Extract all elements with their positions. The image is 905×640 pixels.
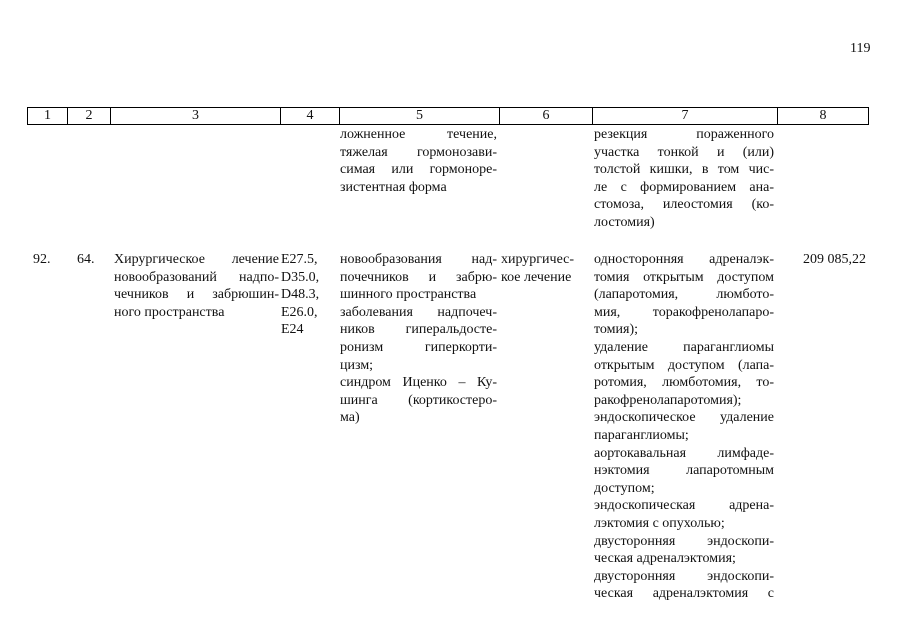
text-line: цизм; bbox=[340, 357, 374, 373]
text-line: E26.0, bbox=[281, 304, 318, 320]
treatment-methods bbox=[594, 251, 774, 603]
text-line: томия); bbox=[594, 322, 639, 338]
text-line: ческая адреналэктомия с bbox=[594, 586, 774, 602]
text-line: односторонняя адреналэк- bbox=[594, 252, 774, 267]
text-line: ников гиперальдосте- bbox=[340, 322, 497, 338]
text-line: стомоза, илеостомия (ко- bbox=[594, 197, 774, 213]
text-line: резекция пораженного bbox=[594, 127, 774, 142]
text-line: тяжелая гормонозави- bbox=[340, 144, 497, 160]
header-col-6: 6 bbox=[500, 108, 593, 125]
row-number: 92. bbox=[33, 252, 51, 267]
row-subnumber: 64. bbox=[77, 252, 95, 267]
text-line: D48.3, bbox=[281, 287, 320, 303]
header-col-1: 1 bbox=[28, 108, 68, 125]
text-line: ма) bbox=[340, 410, 360, 426]
text-line: двусторонняя эндоскопи- bbox=[594, 568, 774, 584]
header-col-8: 8 bbox=[778, 108, 869, 125]
header-col-4: 4 bbox=[281, 108, 340, 125]
treatment-name bbox=[114, 251, 279, 321]
text-line: D35.0, bbox=[281, 269, 320, 285]
text-line: участка тонкой и (или) bbox=[594, 144, 774, 160]
column-number-header bbox=[27, 107, 869, 125]
text-line: лостомия) bbox=[594, 214, 655, 230]
text-line: синдром Иценко – Ку- bbox=[340, 375, 497, 391]
text-line: новообразования над- bbox=[340, 252, 497, 267]
continuation-col5 bbox=[340, 126, 497, 196]
text-line: новообразований надпо- bbox=[114, 269, 279, 285]
text-line: чечников и забрюшин- bbox=[114, 287, 279, 303]
text-line: томия открытым доступом bbox=[594, 269, 774, 285]
text-line: ронизм гиперкорти- bbox=[340, 339, 497, 355]
text-line: ле с формированием ана- bbox=[594, 179, 774, 195]
text-line: хирургичес- bbox=[501, 252, 575, 267]
text-line: E27.5, bbox=[281, 252, 318, 267]
text-line: шинга (кортикостеро- bbox=[340, 392, 497, 408]
text-line: ракофренолапаротомия); bbox=[594, 392, 742, 408]
continuation-col7 bbox=[594, 126, 774, 232]
text-line: открытым доступом (лапа- bbox=[594, 357, 774, 373]
treatment-type bbox=[501, 251, 589, 286]
header-col-3: 3 bbox=[111, 108, 281, 125]
text-line: нэктомия лапаротомным bbox=[594, 463, 774, 479]
text-line: Хирургическое лечение bbox=[114, 252, 279, 267]
text-line: параганглиомы; bbox=[594, 427, 689, 443]
text-line: кое лечение bbox=[501, 269, 572, 285]
text-line: мия, торакофренолапаро- bbox=[594, 304, 774, 320]
text-line: шинного пространства bbox=[340, 287, 477, 303]
text-line: заболевания надпочеч- bbox=[340, 304, 497, 320]
text-line: почечников и забрю- bbox=[340, 269, 497, 285]
text-line: аортокавальная лимфаде- bbox=[594, 445, 774, 461]
text-line: эндоскопическое удаление bbox=[594, 410, 774, 426]
header-col-2: 2 bbox=[68, 108, 111, 125]
text-line: E24 bbox=[281, 322, 304, 338]
header-col-7: 7 bbox=[593, 108, 778, 125]
text-line: удаление параганглиомы bbox=[594, 339, 774, 355]
text-line: ческая адреналэктомия; bbox=[594, 551, 736, 567]
text-line: (лапаротомия, люмбото- bbox=[594, 287, 774, 303]
text-line: ного пространства bbox=[114, 304, 225, 320]
page-number: 119 bbox=[850, 41, 871, 56]
header-col-5: 5 bbox=[340, 108, 500, 125]
text-line: симая или гормоноре- bbox=[340, 162, 497, 178]
icd-codes bbox=[281, 251, 337, 339]
text-line: доступом; bbox=[594, 480, 655, 496]
text-line: эндоскопическая адрена- bbox=[594, 498, 774, 514]
text-line: зистентная форма bbox=[340, 179, 447, 195]
text-line: толстой кишки, в том чис- bbox=[594, 162, 774, 178]
text-line: ротомия, люмботомия, то- bbox=[594, 375, 774, 391]
text-line: лэктомия с опухолью; bbox=[594, 515, 725, 531]
text-line: двусторонняя эндоскопи- bbox=[594, 533, 774, 549]
text-line: ложненное течение, bbox=[340, 127, 497, 142]
cost: 209 085,22 bbox=[803, 252, 866, 267]
patient-model bbox=[340, 251, 497, 427]
